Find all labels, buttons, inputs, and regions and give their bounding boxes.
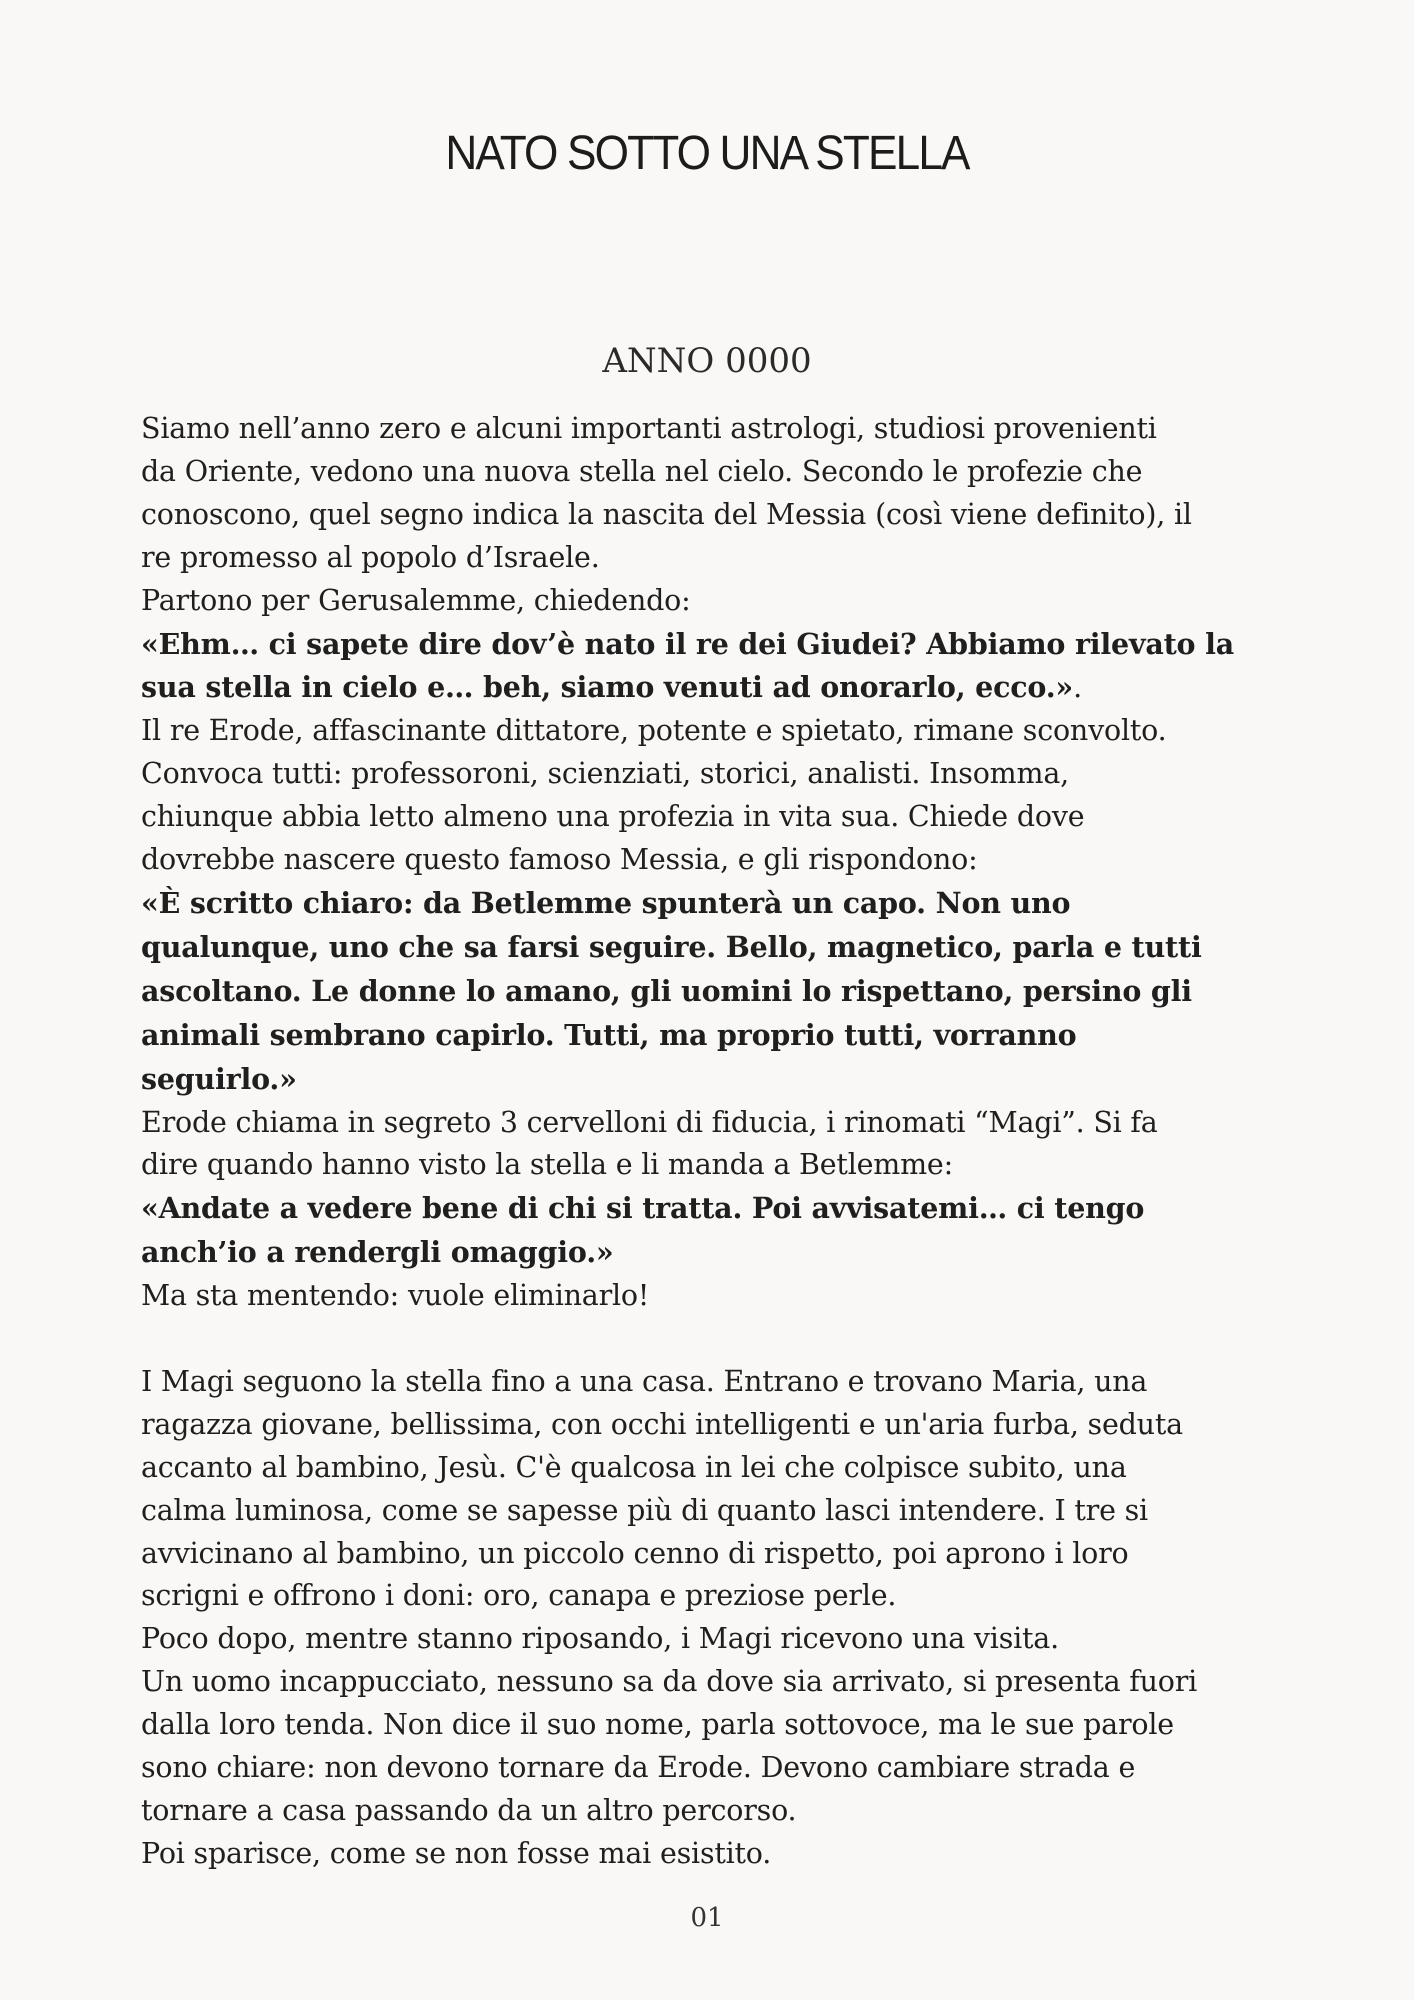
text-line-content: da Oriente, vedono una nuova stella nel cielo. Secondo le profezie che (141, 454, 1143, 488)
text-line-content: Poco dopo, mentre stanno riposando, i Magi ricevono una visita. (141, 1622, 1059, 1656)
text-line (141, 408, 1281, 451)
text-line-content: dovrebbe nascere questo famoso Messia, e gli rispondono: (141, 843, 978, 877)
text-line (141, 753, 1281, 796)
body-text (141, 408, 1281, 1876)
quoted-dialogue-line (141, 1187, 1281, 1231)
text-line (141, 1275, 1281, 1318)
text-line (141, 1404, 1281, 1447)
text-line-content: dire quando hanno visto la stella e li manda a Betlemme: (141, 1148, 953, 1182)
text-line-content: dalla loro tenda. Non dice il suo nome, parla sottovoce, ma le sue parole (141, 1708, 1174, 1742)
text-line (141, 1575, 1281, 1618)
text-line (141, 1661, 1281, 1704)
text-line-content: animali sembrano capirlo. Tutti, ma proprio tutti, vorranno (141, 1017, 1077, 1052)
paragraph-gap (141, 1318, 1281, 1361)
text-line-content: Ma sta mentendo: vuole eliminarlo! (141, 1279, 650, 1313)
text-line-content: seguirlo.» (141, 1061, 297, 1096)
text-line (141, 451, 1281, 494)
text-line-content: chiunque abbia letto almeno una profezia in vita sua. Chiede dove (141, 800, 1085, 834)
text-line-content: conoscono, quel segno indica la nascita del Messia (così viene definito), il (141, 497, 1192, 531)
text-line (141, 1704, 1281, 1747)
text-line-content: Il re Erode, affascinante dittatore, potente e spietato, rimane sconvolto. (141, 714, 1167, 748)
section-title: ANNO 0000 (602, 341, 812, 381)
text-line (141, 839, 1281, 882)
text-line-content: qualunque, uno che sa farsi seguire. Bello, magnetico, parla e tutti (141, 929, 1202, 964)
text-line-content: accanto al bambino, Jesù. C'è qualcosa in lei che colpisce subito, una (141, 1450, 1127, 1484)
text-line-content: «È scritto chiaro: da Betlemme spunterà un capo. Non uno (141, 885, 1071, 920)
text-line-content: avvicinano al bambino, un piccolo cenno di rispetto, poi aprono i loro (141, 1536, 1129, 1570)
text-line-content: Partono per Gerusalemme, chiedendo: (141, 583, 691, 617)
text-line-content: scrigni e offrono i doni: oro, canapa e preziose perle. (141, 1579, 897, 1613)
text-line (141, 710, 1281, 753)
text-line (141, 1618, 1281, 1661)
text-line-content: ascoltano. Le donne lo amano, gli uomini lo rispettano, persino gli (141, 973, 1192, 1008)
quoted-dialogue-line (141, 666, 1281, 710)
text-line (141, 1144, 1281, 1187)
text-line (141, 1533, 1281, 1576)
quoted-dialogue-line (141, 1014, 1281, 1058)
text-line-tail: . (1073, 671, 1082, 705)
quoted-dialogue-line (141, 1058, 1281, 1102)
text-line (141, 580, 1281, 623)
text-line (141, 1361, 1281, 1404)
text-line-content: ragazza giovane, bellissima, con occhi intelligenti e un'aria furba, seduta (141, 1407, 1183, 1441)
quoted-dialogue-line (141, 970, 1281, 1014)
text-line-content: anch’io a rendergli omaggio.» (141, 1235, 614, 1270)
text-line (141, 1102, 1281, 1145)
page-title: NATO SOTTO UNA STELLA (445, 127, 969, 180)
text-line-content: «Ehm… ci sapete dire dov’è nato il re dei Giudei? Abbiamo rilevato la (141, 626, 1234, 661)
text-line (141, 1447, 1281, 1490)
page-number: 01 (690, 1903, 724, 1933)
text-line-content: «Andate a vedere bene di chi si tratta. Poi avvisatemi… ci tengo (141, 1191, 1145, 1226)
text-line (141, 1833, 1281, 1876)
text-line-content: sono chiare: non devono tornare da Erode. Devono cambiare strada e (141, 1751, 1136, 1785)
text-line (141, 494, 1281, 537)
text-line-content: tornare a casa passando da un altro percorso. (141, 1793, 797, 1827)
text-line-content: calma luminosa, come se sapesse più di quanto lasci intendere. I tre si (141, 1493, 1148, 1527)
text-line-content: re promesso al popolo d’Israele. (141, 540, 600, 574)
text-line-content: Poi sparisce, come se non fosse mai esistito. (141, 1836, 772, 1870)
quoted-dialogue-line (141, 623, 1281, 667)
text-line-content: I Magi seguono la stella fino a una casa. Entrano e trovano Maria, una (141, 1364, 1148, 1398)
text-line-content: Siamo nell’anno zero e alcuni importanti astrologi, studiosi provenienti (141, 412, 1157, 445)
text-line-content: sua stella in cielo e… beh, siamo venuti ad onorarlo, ecco.» (141, 670, 1074, 705)
text-line-content: Un uomo incappucciato, nessuno sa da dove sia arrivato, si presenta fuori (141, 1665, 1198, 1699)
text-line (141, 537, 1281, 580)
quoted-dialogue-line (141, 1231, 1281, 1275)
quoted-dialogue-line (141, 926, 1281, 970)
text-line-content: Convoca tutti: professoroni, scienziati, storici, analisti. Insomma, (141, 757, 1069, 791)
text-line-content: Erode chiama in segreto 3 cervelloni di fiducia, i rinomati “Magi”. Si fa (141, 1105, 1158, 1139)
text-line (141, 796, 1281, 839)
quoted-dialogue-line (141, 882, 1281, 926)
text-line (141, 1747, 1281, 1790)
text-line (141, 1490, 1281, 1533)
text-line (141, 1790, 1281, 1833)
